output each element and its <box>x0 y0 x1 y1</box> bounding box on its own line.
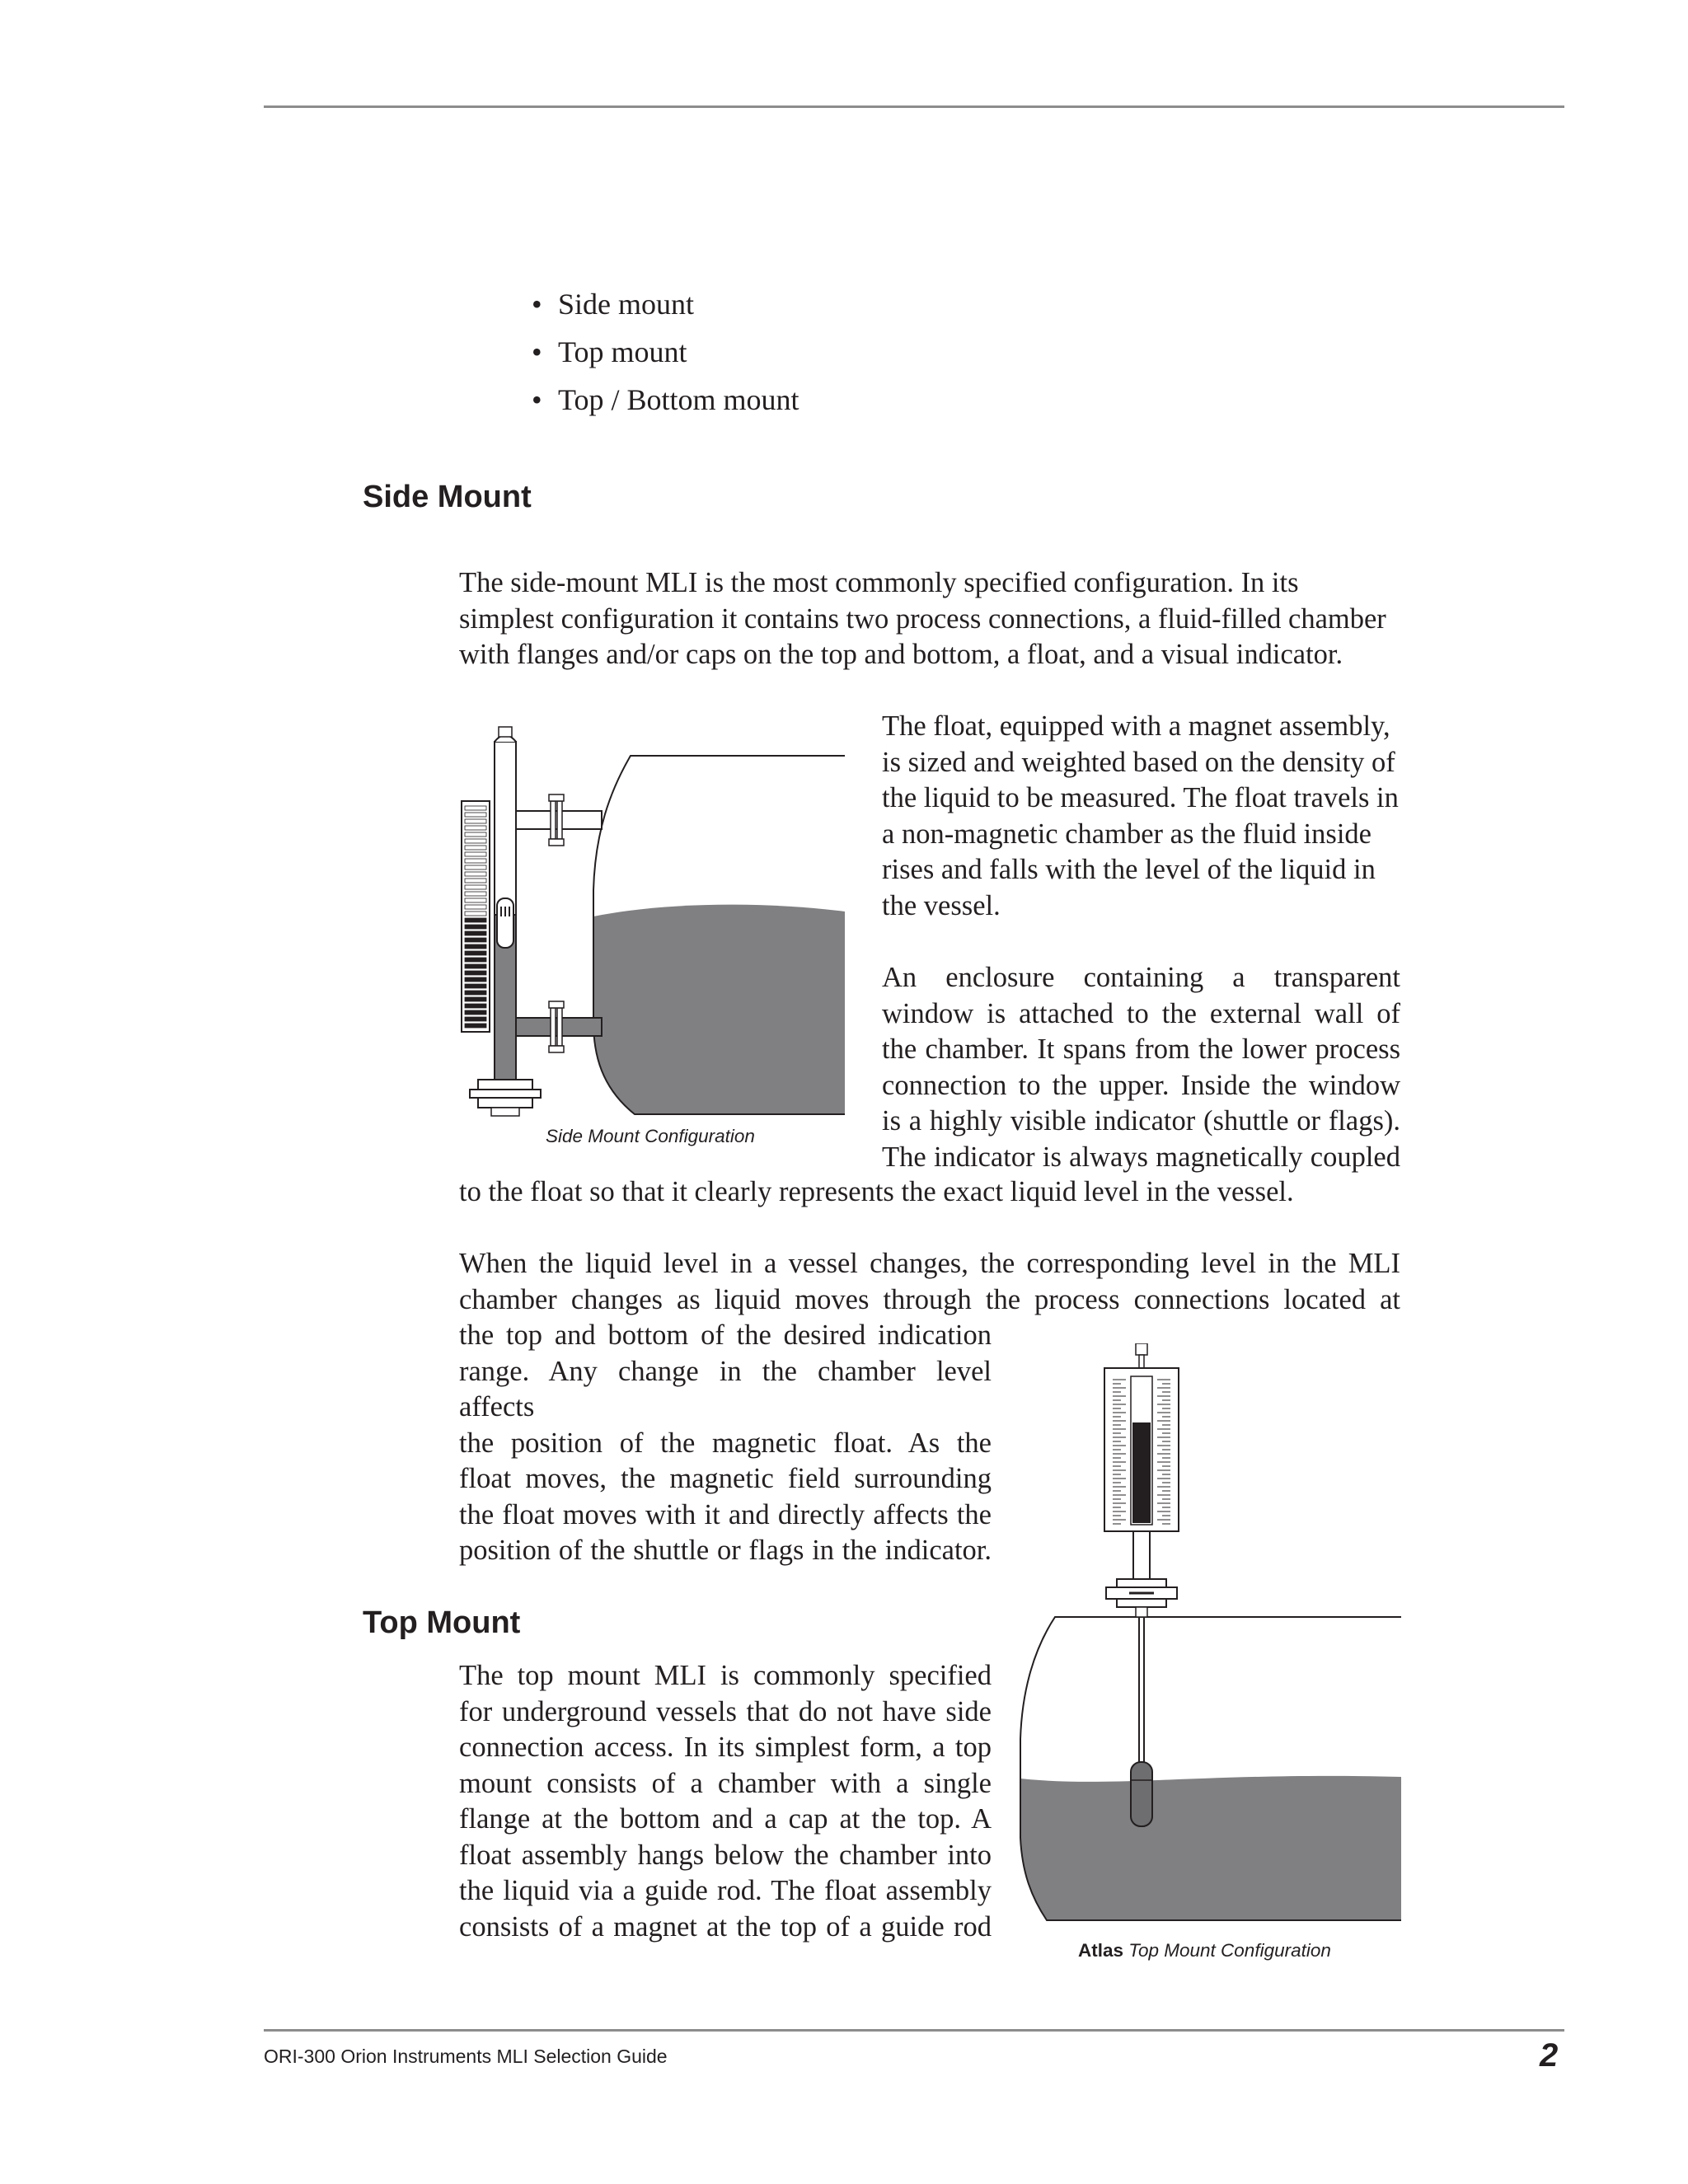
text-line: The float, equipped with a magnet assembly, <box>882 710 1390 742</box>
side-mount-heading: Side Mount <box>363 480 532 514</box>
text-line: to the float so that it clearly represents the exact liquid level in the vessel. <box>459 1176 1294 1207</box>
text-line: window is attached to the external wall of <box>882 997 1400 1029</box>
indicator-flag <box>465 859 486 863</box>
text-line: the position of the magnetic float. As the <box>459 1427 992 1459</box>
text-line: range. Any change in the chamber level affects <box>459 1355 992 1422</box>
page-number: 2 <box>1540 2037 1559 2074</box>
indicator-flag <box>465 1010 486 1015</box>
text-line: the top and bottom of the desired indication <box>459 1319 992 1351</box>
indicator-flag <box>465 931 486 935</box>
indicator-level-bar <box>1132 1422 1151 1523</box>
top-mount-figure-caption <box>1078 1940 1331 1961</box>
indicator-flag <box>465 1004 486 1008</box>
indicator-flag <box>465 852 486 856</box>
indicator-flag <box>465 879 486 883</box>
side-mount-figure-caption: Side Mount Configuration <box>546 1126 755 1146</box>
indicator-flag <box>465 872 486 876</box>
indicator-flag <box>465 892 486 896</box>
text-line: simplest configuration it contains two process connections, a fluid-filled chamber <box>459 602 1386 635</box>
list-item: • Top / Bottom mount <box>528 376 799 424</box>
text-line: with flanges and/or caps on the top and bottom, a float, and a visual indicator. <box>459 639 1343 670</box>
text-line: connection to the upper. Inside the window <box>882 1069 1400 1101</box>
indicator-flag <box>465 832 486 837</box>
text-line: position of the shuttle or flags in the indicator. <box>459 1535 992 1566</box>
enclosure-description-paragraph <box>882 960 1400 1175</box>
text-line: An enclosure containing a transparent <box>882 962 1400 993</box>
text-line: mount consists of a chamber with a single <box>459 1767 992 1799</box>
indicator-flag <box>465 925 486 929</box>
indicator-flag <box>465 885 486 889</box>
indicator-flag <box>465 997 486 1001</box>
text-line: consists of a magnet at the top of a guide rod <box>459 1910 992 1943</box>
text-line: float moves, the magnetic field surrounding <box>459 1463 992 1494</box>
text-line: a non-magnetic chamber as the fluid inside <box>882 818 1372 850</box>
indicator-flag <box>465 951 486 955</box>
indicator-flag <box>465 905 486 909</box>
text-line: the float moves with it and directly affects the <box>459 1498 992 1530</box>
caption-text: Top Mount Configuration <box>1128 1940 1331 1961</box>
indicator-flag <box>465 944 486 949</box>
text-line: The top mount MLI is commonly specified <box>459 1660 992 1691</box>
list-item: • Top mount <box>528 328 799 376</box>
level-change-paragraph <box>459 1246 1400 1318</box>
list-item: • Side mount <box>528 280 799 328</box>
header-rule <box>264 105 1564 108</box>
indicator-flag <box>465 1017 486 1021</box>
text-line: rises and falls with the level of the liquid in <box>882 854 1376 885</box>
float-description-paragraph <box>882 709 1400 924</box>
text-line: the liquid to be measured. The float travels in <box>882 782 1399 813</box>
text-line: connection access. In its simplest form, a top <box>459 1732 992 1763</box>
side-mount-intro-paragraph <box>459 565 1400 673</box>
indicator-flag <box>465 819 486 823</box>
indicator-flag <box>465 839 486 843</box>
indicator-flag <box>465 918 486 922</box>
indicator-flag <box>465 813 486 817</box>
indicator-flag <box>465 1024 486 1028</box>
mount-types-list <box>528 280 799 424</box>
indicator-flag <box>465 971 486 975</box>
text-line: The indicator is always magnetically coupled <box>882 1141 1400 1173</box>
indicator-flag <box>465 912 486 916</box>
text-line: flange at the bottom and a cap at the top. A <box>459 1803 992 1835</box>
text-line: float assembly hangs below the chamber into <box>459 1839 992 1871</box>
level-change-paragraph-continued <box>459 1318 992 1569</box>
indicator-flag <box>465 898 486 902</box>
text-line: for underground vessels that do not have side <box>459 1695 992 1727</box>
top-mount-diagram <box>1014 1343 1409 1929</box>
text-line: is sized and weighted based on the density of <box>882 746 1395 778</box>
indicator-flag <box>465 984 486 988</box>
footer-rule <box>264 2029 1564 2032</box>
indicator-flag <box>465 964 486 968</box>
indicator-flag <box>465 977 486 982</box>
enclosure-description-continued <box>459 1174 1400 1211</box>
indicator-flag <box>465 826 486 830</box>
side-mount-diagram <box>453 725 849 1121</box>
text-line: the chamber. It spans from the lower process <box>882 1033 1400 1065</box>
indicator-flag <box>465 846 486 850</box>
text-line: is a highly visible indicator (shuttle or flags). <box>882 1105 1400 1137</box>
indicator-flag <box>465 938 486 942</box>
indicator-flag <box>465 806 486 810</box>
brand-name: Atlas <box>1078 1940 1124 1961</box>
indicator-flag <box>465 865 486 869</box>
indicator-flag <box>465 958 486 962</box>
text-line: The side-mount MLI is the most commonly specified configuration. In its <box>459 567 1299 598</box>
text-line: chamber changes as liquid moves through the process connections located at <box>459 1283 1400 1315</box>
text-line: the liquid via a guide rod. The float assembly <box>459 1875 992 1906</box>
text-line: the vessel. <box>882 889 1001 921</box>
top-mount-paragraph <box>459 1658 992 1945</box>
text-line: When the liquid level in a vessel changes, the corresponding level in the MLI <box>459 1248 1400 1279</box>
indicator-flag <box>465 991 486 995</box>
top-mount-heading: Top Mount <box>363 1605 521 1640</box>
footer-document-title: ORI-300 Orion Instruments MLI Selection Guide <box>264 2046 668 2067</box>
